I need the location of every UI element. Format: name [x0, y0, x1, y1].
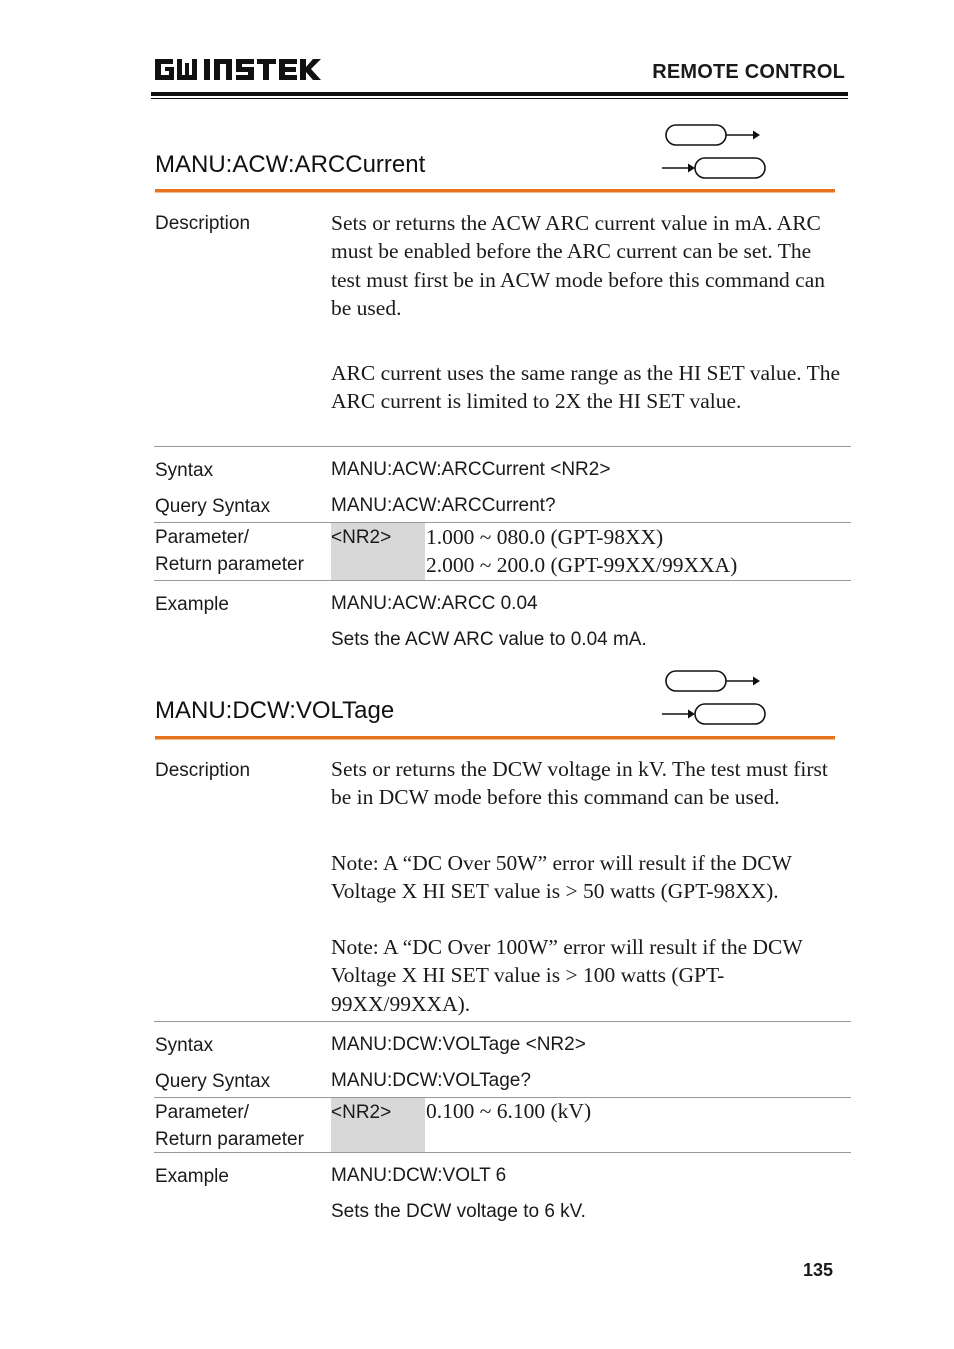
example-label: Example — [155, 594, 229, 615]
description-text: Sets or returns the ACW ARC current value in mA. ARC must be enabled before the ARC current can be set. The test must first be in ACW mode before this command can be used. — [331, 211, 826, 320]
set-query-icon — [660, 668, 770, 728]
param-range: 0.100 ~ 6.100 (kV) — [426, 1099, 592, 1123]
command-title: MANU:ACW:ARCCurrent — [155, 151, 426, 178]
section-rule — [155, 189, 835, 192]
page-number: 135 — [803, 1260, 834, 1280]
header-rule-thin — [151, 98, 848, 99]
syntax-label: Syntax — [155, 1035, 214, 1056]
description-text: Sets or returns the DCW voltage in kV. The test must first be in DCW mode before this command can be used. — [331, 757, 828, 810]
command-title: MANU:DCW:VOLTage — [155, 697, 395, 724]
row-divider — [154, 580, 851, 581]
parameter-label: Parameter/ — [155, 527, 249, 548]
gw-instek-logo-graphic — [153, 54, 323, 84]
gw-instek-logo — [153, 54, 323, 84]
row-divider — [154, 1021, 851, 1022]
example-note: Sets the ACW ARC value to 0.04 mA. — [331, 629, 647, 650]
return-parameter-label: Return parameter — [155, 554, 304, 575]
syntax-label: Syntax — [155, 460, 214, 481]
example-note: Sets the DCW voltage to 6 kV. — [331, 1201, 586, 1222]
description-label: Description — [155, 760, 251, 781]
description-note: ARC current uses the same range as the HI SET value. The ARC current is limited to 2X the HI SET value. — [331, 361, 841, 414]
query-command-icon — [660, 668, 770, 728]
description-note: Note: A “DC Over 100W” error will result if the DCW Voltage X HI SET value is > 100 watts (GPT-99XX/99XXA). — [331, 935, 803, 1016]
query-syntax-value: MANU:ACW:ARCCurrent? — [331, 495, 556, 516]
example-value: MANU:DCW:VOLT 6 — [331, 1165, 507, 1186]
param-name: <NR2> — [331, 1102, 392, 1123]
section-rule — [155, 736, 835, 739]
row-divider — [154, 446, 851, 447]
param-range: 2.000 ~ 200.0 (GPT-99XX/99XXA) — [426, 553, 738, 577]
syntax-value: MANU:ACW:ARCCurrent <NR2> — [331, 459, 611, 480]
description-note: Note: A “DC Over 50W” error will result if the DCW Voltage X HI SET value is > 50 watts (GPT-98XX). — [331, 851, 792, 904]
description-label: Description — [155, 213, 251, 234]
syntax-value: MANU:DCW:VOLTage <NR2> — [331, 1034, 586, 1055]
set-command-icon — [660, 122, 770, 182]
parameter-label: Parameter/ — [155, 1102, 249, 1123]
query-syntax-label: Query Syntax — [155, 496, 271, 517]
header-rule — [151, 92, 848, 96]
set-query-icon — [660, 122, 770, 182]
return-parameter-label: Return parameter — [155, 1129, 304, 1150]
example-value: MANU:ACW:ARCC 0.04 — [331, 593, 538, 614]
row-divider — [154, 1152, 851, 1153]
query-syntax-label: Query Syntax — [155, 1071, 271, 1092]
section-header: REMOTE CONTROL — [652, 61, 845, 83]
query-syntax-value: MANU:DCW:VOLTage? — [331, 1070, 531, 1091]
param-range: 1.000 ~ 080.0 (GPT-98XX) — [426, 525, 664, 549]
param-name: <NR2> — [331, 527, 392, 548]
example-label: Example — [155, 1166, 229, 1187]
